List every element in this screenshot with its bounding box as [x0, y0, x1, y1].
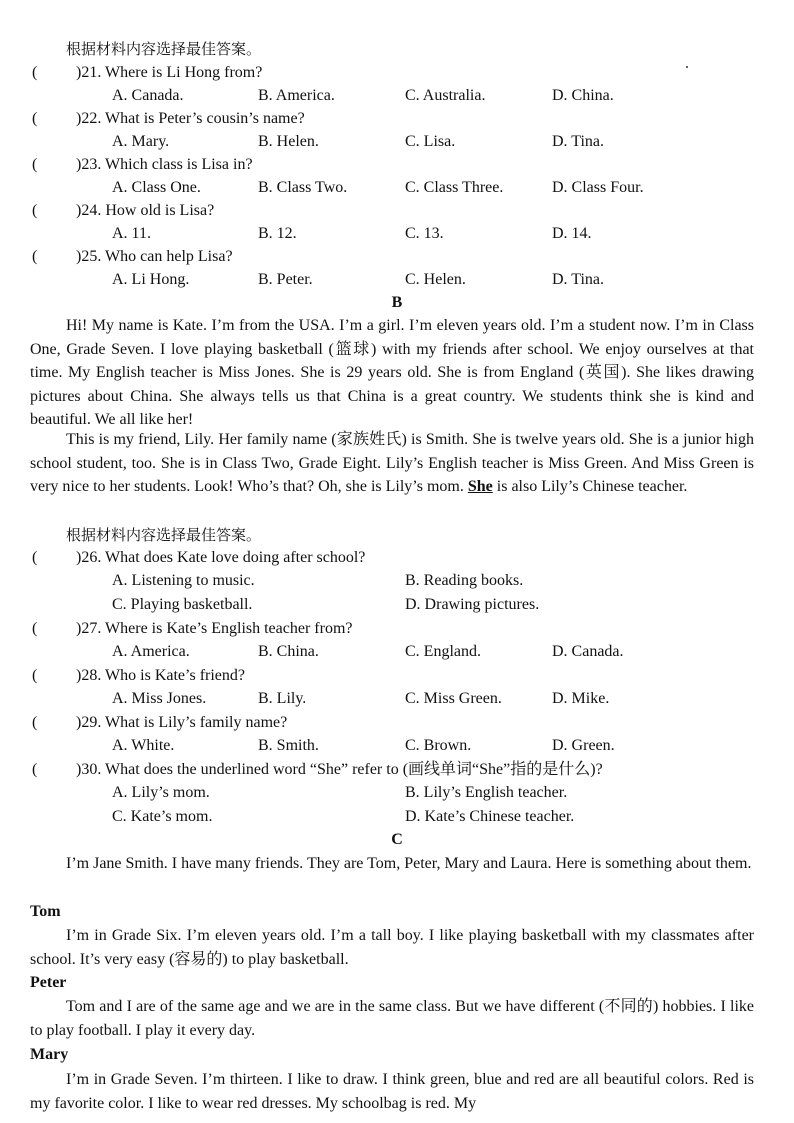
q21-option-c: C. Australia. — [405, 87, 486, 104]
stray-dot — [686, 66, 688, 68]
q27-option-d: D. Canada. — [552, 643, 624, 660]
answer-bracket-26: ( — [32, 549, 38, 566]
question-29: )29. What is Lily’s family name? — [76, 714, 288, 731]
passage-c-intro: I’m Jane Smith. I have many friends. They are Tom, Peter, Mary and Laura. Here is something about them. — [66, 855, 752, 872]
section-c-heading: C — [391, 831, 403, 848]
question-28: )28. Who is Kate’s friend? — [76, 667, 245, 684]
question-30: )30. What does the underlined word “She” refer to (画线单词“She”指的是什么)? — [76, 761, 603, 778]
instruction-b: 根据材料内容选择最佳答案。 — [66, 526, 262, 544]
q25-option-b: B. Peter. — [258, 271, 313, 288]
answer-bracket-28: ( — [32, 667, 38, 684]
question-21: )21. Where is Li Hong from? — [76, 64, 263, 81]
instruction-a: 根据材料内容选择最佳答案。 — [66, 40, 262, 58]
q28-option-b: B. Lily. — [258, 690, 307, 707]
question-25: )25. Who can help Lisa? — [76, 248, 233, 265]
passage-b-p2-text: This is my friend, Lily. Her family name (家族姓氏) is Smith. She is twelve years old. She is a junior high school student, too. She is in Class Two, Grade Eight. Lily’s English teacher is Miss Green. And Miss Green is very nice to her students. Look! Who’s that? Oh, she is Lily’s mom. — [30, 431, 754, 496]
answer-bracket-30: ( — [32, 761, 38, 778]
q28-option-d: D. Mike. — [552, 690, 610, 707]
q22-option-a: A. Mary. — [112, 133, 170, 150]
q21-option-a: A. Canada. — [112, 87, 184, 104]
mary-paragraph: I’m in Grade Seven. I’m thirteen. I like to draw. I think green, blue and red are all beautiful colors. Red is my favorite color. I like to wear red dresses. My schoolbag is red. My — [30, 1071, 754, 1112]
answer-bracket-24: ( — [32, 202, 38, 219]
answer-bracket-23: ( — [32, 156, 38, 173]
q28-option-c: C. Miss Green. — [405, 690, 502, 707]
q30-option-b: B. Lily’s English teacher. — [405, 784, 568, 801]
q23-option-b: B. Class Two. — [258, 179, 348, 196]
q24-option-a: A. 11. — [112, 225, 151, 242]
tom-paragraph: I’m in Grade Six. I’m eleven years old. I’m a tall boy. I like playing basketball with my classmates after school. It’s very easy (容易的) to play basketball. — [30, 927, 754, 968]
q25-option-d: D. Tina. — [552, 271, 605, 288]
question-23: )23. Which class is Lisa in? — [76, 156, 253, 173]
peter-paragraph: Tom and I are of the same age and we are in the same class. But we have different (不同的) hobbies. I like to play football. I play it every day. — [30, 998, 754, 1039]
passage-b-paragraph-1: Hi! My name is Kate. I’m from the USA. I’m a girl. I’m eleven years old. I’m a student now. I’m in Class One, Grade Seven. I love playing basketball (篮球) with my friends after school. We enjoy ourselves at that time. My English teacher is Miss Jones. She is 29 years old. She is from England (英国). She likes drawing pictures about China. She always tells us that China is a great country. We students think she is kind and beautiful. We all like her! — [30, 317, 754, 429]
q29-option-a: A. White. — [112, 737, 175, 754]
q22-option-d: D. Tina. — [552, 133, 605, 150]
section-b-heading: B — [391, 294, 403, 311]
question-26: )26. What does Kate love doing after school? — [76, 549, 366, 566]
q30-option-a: A. Lily’s mom. — [112, 784, 210, 801]
speaker-peter: Peter — [30, 974, 67, 991]
q23-option-a: A. Class One. — [112, 179, 201, 196]
q22-option-c: C. Lisa. — [405, 133, 456, 150]
answer-bracket-27: ( — [32, 620, 38, 637]
q24-option-b: B. 12. — [258, 225, 297, 242]
q24-option-d: D. 14. — [552, 225, 592, 242]
q22-option-b: B. Helen. — [258, 133, 319, 150]
question-24: )24. How old is Lisa? — [76, 202, 215, 219]
passage-b-p2-end: is also Lily’s Chinese teacher. — [492, 478, 688, 496]
q27-option-b: B. China. — [258, 643, 319, 660]
q26-option-a: A. Listening to music. — [112, 572, 255, 589]
answer-bracket-29: ( — [32, 714, 38, 731]
q27-option-c: C. England. — [405, 643, 481, 660]
q23-option-d: D. Class Four. — [552, 179, 644, 196]
q24-option-c: C. 13. — [405, 225, 444, 242]
answer-bracket-22: ( — [32, 110, 38, 127]
q25-option-a: A. Li Hong. — [112, 271, 190, 288]
q21-option-b: B. America. — [258, 87, 335, 104]
underlined-word-she: She — [467, 478, 493, 496]
q21-option-d: D. China. — [552, 87, 614, 104]
q26-option-b: B. Reading books. — [405, 572, 524, 589]
q29-option-b: B. Smith. — [258, 737, 319, 754]
q26-option-d: D. Drawing pictures. — [405, 596, 540, 613]
q25-option-c: C. Helen. — [405, 271, 466, 288]
q27-option-a: A. America. — [112, 643, 190, 660]
q26-option-c: C. Playing basketball. — [112, 596, 253, 613]
q30-option-d: D. Kate’s Chinese teacher. — [405, 808, 575, 825]
q29-option-d: D. Green. — [552, 737, 615, 754]
answer-bracket-25: ( — [32, 248, 38, 265]
speaker-tom: Tom — [30, 903, 61, 920]
speaker-mary: Mary — [30, 1046, 69, 1063]
q28-option-a: A. Miss Jones. — [112, 690, 207, 707]
q30-option-c: C. Kate’s mom. — [112, 808, 213, 825]
question-22: )22. What is Peter’s cousin’s name? — [76, 110, 305, 127]
q23-option-c: C. Class Three. — [405, 179, 504, 196]
question-27: )27. Where is Kate’s English teacher from? — [76, 620, 353, 637]
passage-b-paragraph-2 — [30, 428, 754, 499]
answer-bracket-21: ( — [32, 64, 38, 81]
q29-option-c: C. Brown. — [405, 737, 472, 754]
